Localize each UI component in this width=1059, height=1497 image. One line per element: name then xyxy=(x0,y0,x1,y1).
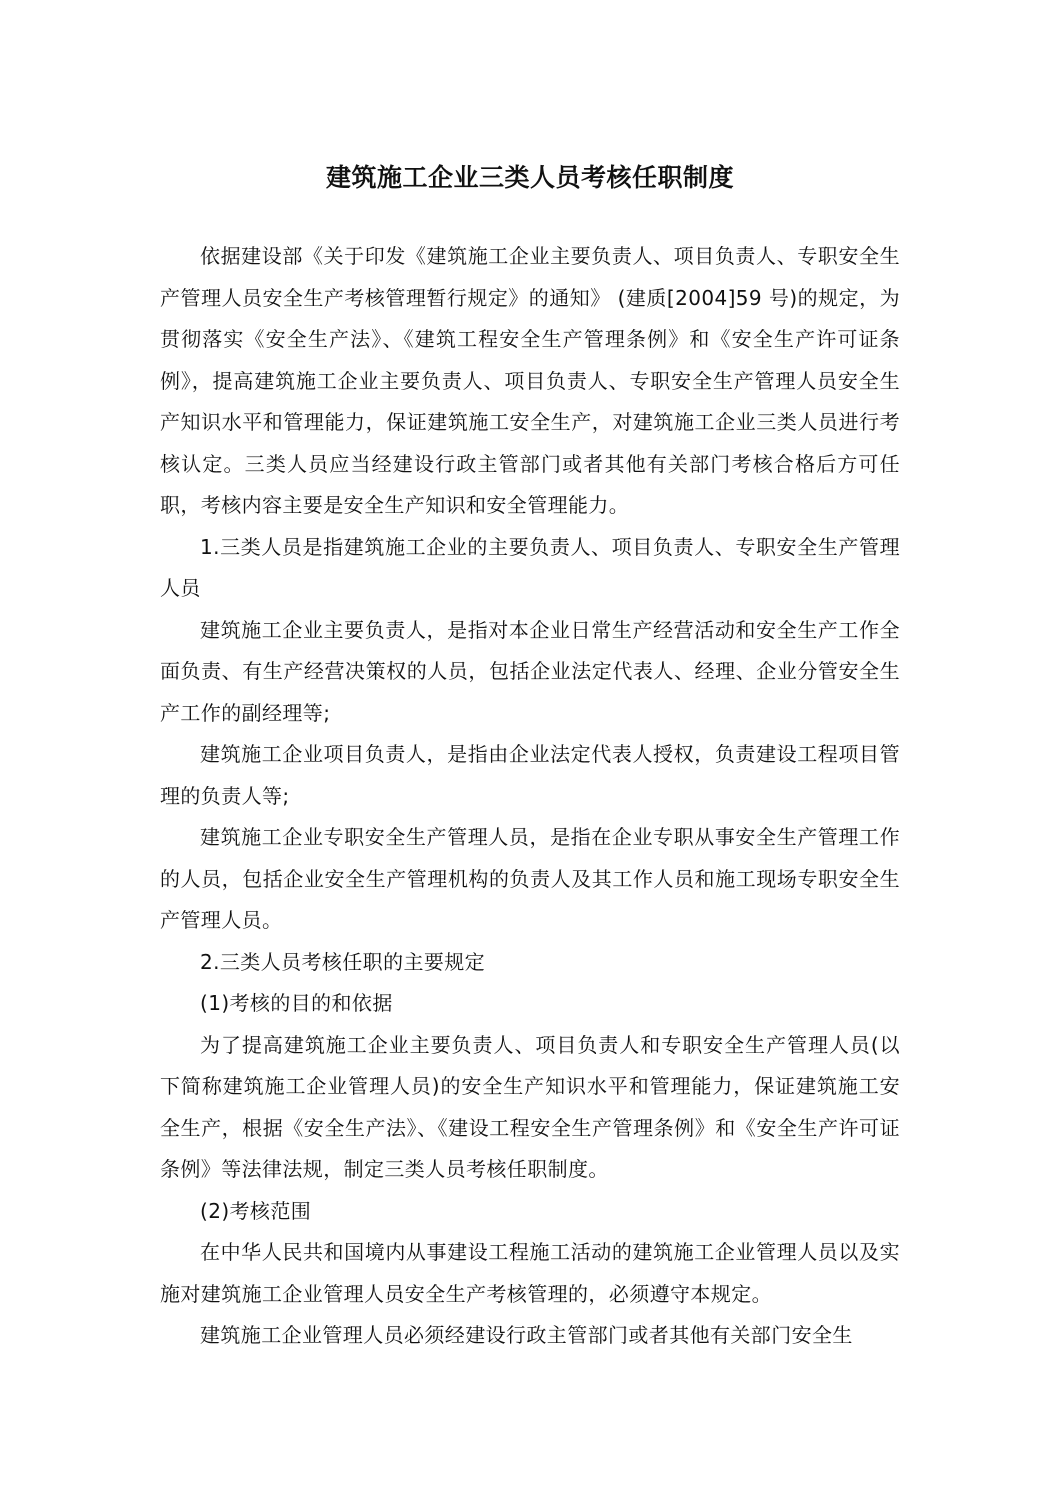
paragraph-subsection-2-heading: (2)考核范围 xyxy=(200,1198,312,1223)
paragraph-subsection-1-heading: (1)考核的目的和依据 xyxy=(200,991,393,1015)
paragraph-intro: 依据建设部《关于印发《建筑施工企业主要负责人、项目负责人、专职安全生产管理人员安全生产考核管理暂行规定》的通知》 (建质[2004]59 号)的规定，为贯彻落实《安全生产法》、《建筑工程安全生产管理条例》和《安全生产许可证条例》，提高建筑施工企业主要负责人、项目负责人、专职安全生产管理人员安全生产知识水平和管理能力，保证建筑施工安全生产，对建筑施工企业三类人员进行考核认定。三类人员应当经建设行政主管部门或者其他有关部门考核合格后方可任职，考核内容主要是安全生产知识和安全管理能力。 xyxy=(160,244,900,517)
paragraph-section-2-heading: 2.三类人员考核任职的主要规定 xyxy=(200,949,486,974)
paragraph-safety-manager: 建筑施工企业专职安全生产管理人员，是指在企业专职从事安全生产管理工作的人员，包括企业安全生产管理机构的负责人及其工作人员和施工现场专职安全生产管理人员。 xyxy=(160,825,900,932)
paragraph-requirement: 建筑施工企业管理人员必须经建设行政主管部门或者其他有关部门安全生 xyxy=(200,1323,853,1347)
paragraph-scope: 在中华人民共和国境内从事建设工程施工活动的建筑施工企业管理人员以及实施对建筑施工企业管理人员安全生产考核管理的，必须遵守本规定。 xyxy=(160,1240,900,1306)
paragraph-section-1-heading: 1.三类人员是指建筑施工企业的主要负责人、项目负责人、专职安全生产管理人员 xyxy=(160,534,900,600)
paragraph-purpose-basis: 为了提高建筑施工企业主要负责人、项目负责人和专职安全生产管理人员(以下简称建筑施工企业管理人员)的安全生产知识水平和管理能力，保证建筑施工安全生产，根据《安全生产法》、《建设工程安全生产管理条例》和《安全生产许可证条例》等法律法规，制定三类人员考核任职制度。 xyxy=(160,1032,900,1181)
paragraph-project-responsible: 建筑施工企业项目负责人，是指由企业法定代表人授权，负责建设工程项目管理的负责人等; xyxy=(160,742,900,808)
document-title: 建筑施工企业三类人员考核任职制度 xyxy=(325,163,734,192)
document-page xyxy=(160,160,900,1357)
paragraph-main-responsible: 建筑施工企业主要负责人，是指对本企业日常生产经营活动和安全生产工作全面负责、有生产经营决策权的人员，包括企业法定代表人、经理、企业分管安全生产工作的副经理等; xyxy=(160,617,900,725)
